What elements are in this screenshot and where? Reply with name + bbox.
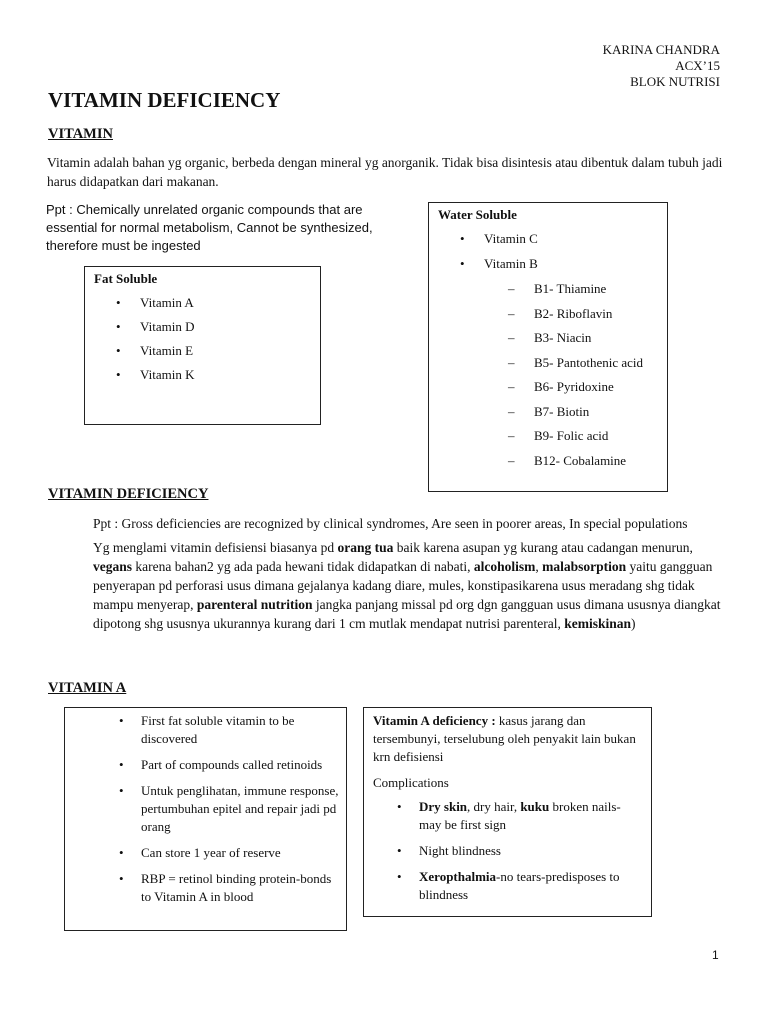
fat-soluble-title: Fat Soluble	[94, 271, 158, 286]
text-segment: ,	[535, 559, 543, 574]
vitamin-intro: Vitamin adalah bahan yg organic, berbeda dengan mineral yg anorganik. Tidak bisa disintesis atau dibentuk dalam tubuh jadi harus didapatkan dari makanan.	[47, 155, 723, 189]
text-segment: yaitu gangguan penyerapan pd perforasi usus dimana gejalanya kadang diare, mules, konstipasikarena usus meradang shg tidak mampu menyerap,	[93, 559, 713, 612]
list-item: • Vitamin A	[94, 295, 311, 311]
text-segment: -no tears-predisposes to blindness	[419, 869, 620, 902]
water-soluble-title: Water Soluble	[438, 207, 517, 222]
list-item: – B3- Niacin	[508, 330, 658, 346]
list-item: • Vitamin D	[94, 319, 311, 335]
header-info	[603, 42, 720, 90]
text-segment: Ppt : Gross deficiencies are recognized by clinical syndromes, Are seen in poorer areas, In special populations	[93, 516, 688, 531]
list-item: – B5- Pantothenic acid	[508, 355, 658, 371]
list-item	[419, 868, 642, 904]
list-item: • Can store 1 year of reserve	[119, 844, 339, 862]
list-item: – B12- Cobalamine	[508, 453, 658, 469]
bold-text: vegans	[93, 559, 133, 574]
vitamin-a-deficiency-box	[363, 707, 652, 917]
bold-text: kuku	[520, 799, 550, 814]
list-item: • Vitamin C	[438, 231, 658, 247]
text-segment: karena bahan2 yg ada pada hewani tidak didapatkan di nabati,	[132, 559, 474, 574]
section-heading-vitamin-a: VITAMIN A	[48, 680, 127, 696]
bold-text: malabsorption	[542, 559, 627, 574]
author-name: KARINA CHANDRA	[602, 42, 720, 57]
block-label: BLOK NUTRISI	[630, 74, 720, 89]
section-heading-deficiency: VITAMIN DEFICIENCY	[48, 486, 209, 502]
list-item: • First fat soluble vitamin to be discovered	[119, 712, 339, 748]
bold-text: Vitamin A deficiency :	[373, 713, 496, 728]
section-heading-vitamin: VITAMIN	[48, 126, 113, 142]
list-item: • Vitamin B	[438, 256, 658, 272]
list-item: – B2- Riboflavin	[508, 306, 658, 322]
list-item	[93, 514, 733, 533]
vitamin-a-deficiency-intro	[373, 712, 642, 766]
list-item: • Part of compounds called retinoids	[119, 756, 339, 774]
text-segment: broken nails-may be first sign	[419, 799, 621, 832]
text-segment: jangka panjang missal pd org dgn gangguan usus dimana ususnya diangkat dipotong shg ususnya ukurannya kurang dari 1 cm mutlak mendapat nutrisi parenteral,	[93, 597, 721, 631]
text-segment: Yg menglami vitamin defisiensi biasanya pd	[93, 540, 338, 555]
bold-text: Dry skin	[419, 799, 468, 814]
list-item: – B1- Thiamine	[508, 281, 658, 297]
text-segment: , dry hair,	[467, 799, 521, 814]
page-number: 1	[712, 948, 719, 962]
list-item: – B9- Folic acid	[508, 428, 658, 444]
text-segment: baik karena asupan yg kurang atau cadangan menurun,	[393, 540, 693, 555]
page-title: VITAMIN DEFICIENCY	[48, 88, 281, 112]
fat-soluble-box	[84, 266, 321, 425]
text-segment: Night blindness	[419, 843, 501, 858]
class-label: ACX’15	[675, 58, 720, 73]
water-soluble-box	[428, 202, 668, 492]
text-segment: )	[631, 616, 636, 631]
bold-text: Xeropthalmia	[419, 869, 497, 884]
bold-text: alcoholism	[473, 559, 536, 574]
list-item: – B7- Biotin	[508, 404, 658, 420]
bold-text: parenteral nutrition	[196, 597, 313, 612]
vitamin-ppt: Ppt : Chemically unrelated organic compounds that are essential for normal metabolism, Cannot be synthesized, therefore must be ingested	[46, 202, 373, 253]
bold-text: orang tua	[337, 540, 394, 555]
list-item	[93, 538, 733, 633]
vitamin-a-facts-box	[64, 707, 347, 931]
bold-text: kemiskinan	[564, 616, 632, 631]
complications-label: Complications	[373, 775, 449, 790]
list-item: • RBP = retinol binding protein-bonds to Vitamin A in blood	[119, 870, 339, 906]
list-item	[419, 798, 642, 834]
list-item	[419, 842, 642, 860]
list-item: • Untuk penglihatan, immune response, pertumbuhan epitel and repair jadi pd orang	[119, 782, 339, 836]
list-item: • Vitamin K	[94, 367, 311, 383]
list-item: • Vitamin E	[94, 343, 311, 359]
list-item: – B6- Pyridoxine	[508, 379, 658, 395]
text-segment: kasus jarang dan tersembunyi, terselubung oleh penyakit lain bukan krn defisiensi	[373, 713, 636, 764]
